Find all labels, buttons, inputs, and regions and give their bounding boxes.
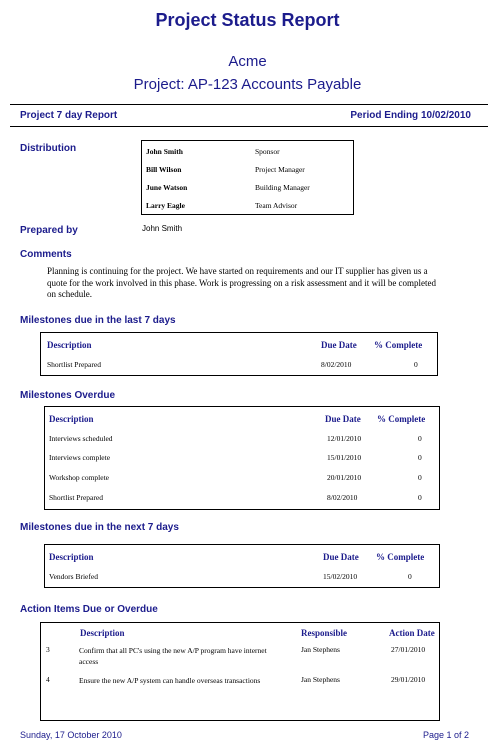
row-percent: 0 <box>418 493 422 502</box>
action-item-date: 27/01/2010 <box>391 645 426 654</box>
milestones-next-label: Milestones due in the next 7 days <box>20 522 179 533</box>
milestones-last-label: Milestones due in the last 7 days <box>20 315 176 326</box>
prepared-by-label: Prepared by <box>20 225 78 236</box>
header-bottom-rule <box>10 126 488 127</box>
distribution-role: Building Manager <box>255 183 310 192</box>
row-percent: 0 <box>414 360 418 369</box>
comments-text: Planning is continuing for the project. We have started on requirements and our IT supplier has given us a quote for the work involved in this phase. Work is progressing on a risk assessment and it will be completed on schedule. <box>47 266 437 299</box>
col-percent-complete: % Complete <box>377 414 426 424</box>
footer-page-number: Page 1 of 2 <box>422 730 469 740</box>
col-action-date: Action Date <box>389 628 435 638</box>
milestones-overdue-table <box>44 406 440 510</box>
comments-label: Comments <box>20 249 72 260</box>
col-due-date: Due Date <box>321 340 357 350</box>
col-description: Description <box>49 414 94 424</box>
footer-date: Sunday, 17 October 2010 <box>20 730 122 740</box>
distribution-name: John Smith <box>146 147 183 156</box>
action-items-table <box>40 622 440 721</box>
action-item-description: Ensure the new A/P system can handle overseas transactions <box>79 676 261 685</box>
action-item-responsible: Jan Stephens <box>301 675 340 684</box>
action-items-label: Action Items Due or Overdue <box>20 604 158 615</box>
action-item-responsible: Jan Stephens <box>301 645 340 654</box>
report-title: Project Status Report <box>155 10 340 30</box>
row-description: Workshop complete <box>49 473 110 482</box>
distribution-box <box>141 140 354 215</box>
row-description: Interviews complete <box>49 453 111 462</box>
action-item-number: 4 <box>46 675 50 684</box>
row-percent: 0 <box>418 473 422 482</box>
row-description: Interviews scheduled <box>49 434 113 443</box>
col-percent-complete: % Complete <box>376 552 425 562</box>
row-description: Shortlist Prepared <box>47 360 101 369</box>
row-description: Vendors Briefed <box>49 572 98 581</box>
prepared-by-value: John Smith <box>142 224 183 233</box>
period-ending: Period Ending 10/02/2010 <box>350 110 471 121</box>
action-item-description: Confirm that all PC's using the new A/P program have internet access <box>79 646 267 666</box>
col-responsible: Responsible <box>301 628 348 638</box>
row-percent: 0 <box>418 453 422 462</box>
row-due-date: 20/01/2010 <box>327 473 362 482</box>
row-due-date: 8/02/2010 <box>327 493 358 502</box>
distribution-label: Distribution <box>20 143 77 154</box>
action-item-number: 3 <box>46 645 50 654</box>
row-description: Shortlist Prepared <box>49 493 103 502</box>
row-percent: 0 <box>408 572 412 581</box>
col-due-date: Due Date <box>325 414 361 424</box>
col-percent-complete: % Complete <box>374 340 423 350</box>
distribution-name: June Watson <box>146 183 188 192</box>
row-due-date: 8/02/2010 <box>321 360 352 369</box>
col-due-date: Due Date <box>323 552 359 562</box>
row-due-date: 15/02/2010 <box>323 572 358 581</box>
col-description: Description <box>80 628 125 638</box>
report-period-type: Project 7 day Report <box>20 110 118 121</box>
row-due-date: 15/01/2010 <box>327 453 362 462</box>
company-name: Acme <box>228 53 267 70</box>
distribution-role: Sponsor <box>255 147 280 156</box>
distribution-name: Larry Eagle <box>146 201 185 210</box>
milestones-next-table <box>44 544 440 588</box>
distribution-role: Team Advisor <box>255 201 298 210</box>
project-name: Project: AP-123 Accounts Payable <box>133 76 362 93</box>
row-percent: 0 <box>418 434 422 443</box>
action-item-date: 29/01/2010 <box>391 675 426 684</box>
header-top-rule <box>10 104 488 105</box>
distribution-name: Bill Wilson <box>146 165 182 174</box>
row-due-date: 12/01/2010 <box>327 434 362 443</box>
distribution-role: Project Manager <box>255 165 305 174</box>
milestones-overdue-label: Milestones Overdue <box>20 390 116 401</box>
milestones-last-table <box>40 332 438 376</box>
col-description: Description <box>47 340 92 350</box>
col-description: Description <box>49 552 94 562</box>
